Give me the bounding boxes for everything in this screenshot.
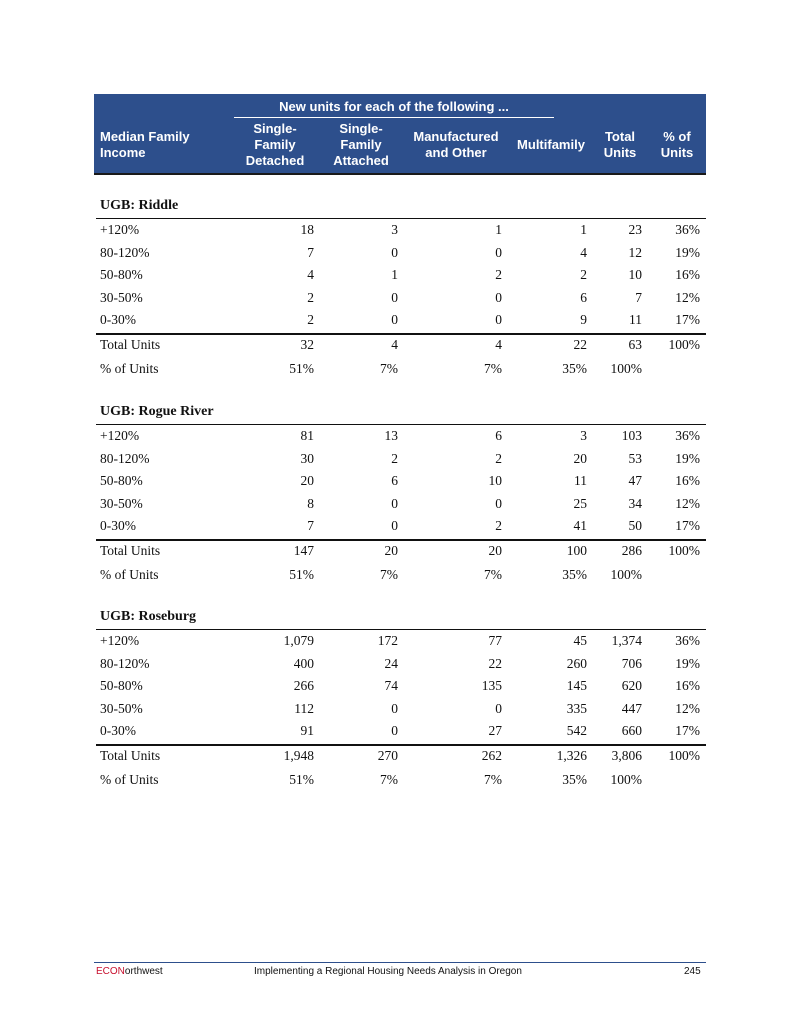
row-label: % of Units — [100, 566, 159, 582]
cell-mf: 3 — [580, 428, 587, 443]
cell-total: 706 — [621, 655, 642, 671]
footer-brand — [96, 966, 163, 977]
cell-sfa: 6 — [391, 473, 398, 489]
cell-mf: 1 — [580, 222, 587, 237]
table-row — [98, 264, 704, 286]
cell-mf: 4 — [580, 244, 587, 260]
cell-mfo: 2 — [495, 267, 502, 283]
cell-mfo: 0 — [495, 495, 502, 511]
total-row — [98, 334, 704, 356]
cell-total: 620 — [621, 678, 642, 694]
table-row — [98, 425, 704, 447]
cell-pct: 16% — [675, 473, 700, 489]
row-label: 30-50% — [100, 289, 143, 305]
cell-pct: 36% — [675, 222, 700, 237]
col-header-sfd: Single- Family Detached — [245, 121, 305, 168]
cell-sfa: 7% — [380, 771, 398, 787]
row-label: Total Units — [100, 748, 161, 763]
cell-mf: 2 — [580, 267, 587, 283]
cell-sfd: 51% — [289, 566, 314, 582]
cell-sfd: 147 — [293, 543, 314, 558]
cell-total: 103 — [621, 428, 642, 443]
section-title: UGB: Rogue River — [100, 404, 214, 419]
cell-mfo: 7% — [484, 360, 502, 376]
table-row — [98, 309, 704, 331]
table-row — [98, 675, 704, 697]
cell-mf: 11 — [574, 473, 587, 489]
row-label: 0-30% — [100, 312, 136, 328]
cell-mfo: 7% — [484, 566, 502, 582]
cell-pct: 19% — [675, 450, 700, 466]
cell-mfo: 6 — [495, 428, 502, 443]
cell-mfo: 2 — [495, 450, 502, 466]
cell-mfo: 1 — [495, 222, 502, 237]
total-row — [98, 745, 704, 767]
cell-total: 7 — [635, 289, 642, 305]
total-row — [98, 540, 704, 562]
cell-sfa: 7% — [380, 360, 398, 376]
cell-pct: 17% — [675, 312, 700, 328]
cell-mf: 260 — [566, 655, 587, 671]
cell-total: 3,806 — [611, 748, 642, 763]
row-label: +120% — [100, 222, 140, 237]
cell-total: 53 — [628, 450, 642, 466]
cell-total: 100% — [610, 360, 642, 376]
cell-mf: 35% — [562, 360, 587, 376]
row-label: % of Units — [100, 771, 159, 787]
table-header — [94, 94, 706, 175]
cell-mfo: 2 — [495, 518, 502, 534]
cell-mfo: 0 — [495, 244, 502, 260]
row-label: 30-50% — [100, 495, 143, 511]
cell-sfa: 24 — [384, 655, 398, 671]
row-label: % of Units — [100, 360, 159, 376]
cell-total: 12 — [628, 244, 642, 260]
cell-mfo: 22 — [488, 655, 502, 671]
footer-title: Implementing a Regional Housing Needs Analysis in Oregon — [254, 966, 522, 977]
cell-total: 447 — [621, 700, 642, 716]
percent-row — [98, 769, 704, 791]
cell-sfa: 13 — [384, 428, 398, 443]
cell-mf: 25 — [573, 495, 587, 511]
cell-mf: 100 — [566, 543, 587, 558]
cell-pct: 36% — [675, 428, 700, 443]
row-label: 80-120% — [100, 244, 150, 260]
cell-sfd: 7 — [307, 518, 314, 534]
cell-sfa: 2 — [391, 450, 398, 466]
footer-rule — [94, 962, 706, 963]
cell-mfo: 0 — [495, 289, 502, 305]
cell-total: 34 — [628, 495, 642, 511]
cell-mf: 9 — [580, 312, 587, 328]
cell-sfd: 20 — [300, 473, 314, 489]
cell-sfd: 2 — [307, 289, 314, 305]
table-row — [98, 630, 704, 652]
cell-sfa: 0 — [391, 495, 398, 511]
table-row — [98, 653, 704, 675]
cell-mfo: 20 — [488, 543, 502, 558]
cell-sfa: 0 — [391, 518, 398, 534]
cell-mfo: 10 — [488, 473, 502, 489]
row-label: Total Units — [100, 543, 161, 558]
row-label: +120% — [100, 633, 140, 648]
cell-total: 10 — [628, 267, 642, 283]
cell-sfd: 1,948 — [283, 748, 314, 763]
cell-total: 286 — [621, 543, 642, 558]
col-header-income: Median Family Income — [100, 129, 190, 160]
cell-sfa: 270 — [377, 748, 398, 763]
cell-mf: 335 — [566, 700, 587, 716]
brand-prefix: ECON — [96, 966, 125, 977]
cell-mfo: 135 — [481, 678, 502, 694]
cell-sfd: 112 — [294, 700, 314, 716]
cell-sfa: 0 — [391, 700, 398, 716]
cell-sfd: 1,079 — [283, 633, 314, 648]
cell-pct: 12% — [675, 289, 700, 305]
cell-mfo: 7% — [484, 771, 502, 787]
cell-pct: 19% — [675, 244, 700, 260]
col-header-mf: Multifamily — [517, 137, 585, 152]
percent-row — [98, 358, 704, 380]
cell-total: 23 — [628, 222, 642, 237]
table-row — [98, 720, 704, 742]
cell-sfd: 30 — [300, 450, 314, 466]
row-label: 0-30% — [100, 518, 136, 534]
row-label: 50-80% — [100, 267, 143, 283]
cell-sfd: 32 — [300, 337, 314, 352]
percent-row — [98, 564, 704, 586]
table-row — [98, 698, 704, 720]
cell-sfd: 266 — [293, 678, 314, 694]
section-title: UGB: Roseburg — [100, 609, 197, 624]
cell-sfa: 4 — [391, 337, 398, 352]
cell-sfd: 81 — [300, 428, 314, 443]
cell-sfa: 0 — [391, 312, 398, 328]
col-header-mfo: Manufactured and Other — [413, 129, 499, 160]
group-header-rule — [234, 117, 554, 118]
cell-mf: 542 — [566, 723, 587, 739]
col-header-pct: % of Units — [660, 129, 694, 160]
cell-sfd: 8 — [307, 495, 314, 511]
cell-sfd: 51% — [289, 360, 314, 376]
cell-sfa: 7% — [380, 566, 398, 582]
cell-sfa: 0 — [391, 244, 398, 260]
cell-mf: 1,326 — [556, 748, 587, 763]
cell-sfd: 91 — [300, 723, 314, 739]
cell-pct: 16% — [675, 678, 700, 694]
cell-total: 1,374 — [611, 633, 642, 648]
cell-sfd: 4 — [307, 267, 314, 283]
row-label: Total Units — [100, 337, 161, 352]
cell-pct: 100% — [668, 748, 700, 763]
cell-sfa: 172 — [377, 633, 398, 648]
table-row — [98, 448, 704, 470]
cell-sfa: 1 — [391, 267, 398, 283]
table-row — [98, 219, 704, 241]
table-row — [98, 242, 704, 264]
cell-pct: 17% — [675, 723, 700, 739]
col-header-total: Total Units — [603, 129, 637, 160]
cell-mf: 6 — [580, 289, 587, 305]
cell-mf: 35% — [562, 566, 587, 582]
cell-pct: 12% — [675, 495, 700, 511]
page-number: 245 — [684, 966, 701, 977]
cell-mf: 145 — [566, 678, 587, 694]
cell-mf: 20 — [573, 450, 587, 466]
cell-sfd: 400 — [293, 655, 314, 671]
row-label: 80-120% — [100, 655, 150, 671]
cell-mf: 35% — [562, 771, 587, 787]
cell-total: 660 — [621, 723, 642, 739]
cell-sfd: 7 — [307, 244, 314, 260]
cell-sfa: 20 — [384, 543, 398, 558]
cell-pct: 100% — [668, 337, 700, 352]
col-header-sfa: Single- Family Attached — [333, 121, 389, 168]
cell-pct: 36% — [675, 633, 700, 648]
row-label: +120% — [100, 428, 140, 443]
row-label: 80-120% — [100, 450, 150, 466]
cell-mfo: 27 — [488, 723, 502, 739]
cell-pct: 19% — [675, 655, 700, 671]
cell-pct: 17% — [675, 518, 700, 534]
row-label: 0-30% — [100, 723, 136, 739]
table-row — [98, 515, 704, 537]
cell-mf: 45 — [573, 633, 587, 648]
group-header: New units for each of the following ... — [279, 99, 509, 114]
cell-mfo: 4 — [495, 337, 502, 352]
table-row — [98, 470, 704, 492]
cell-mfo: 77 — [488, 633, 502, 648]
table-row — [98, 493, 704, 515]
cell-pct: 12% — [675, 700, 700, 716]
cell-sfd: 18 — [300, 222, 314, 237]
cell-total: 11 — [629, 312, 642, 328]
cell-pct: 100% — [668, 543, 700, 558]
row-label: 30-50% — [100, 700, 143, 716]
cell-sfa: 0 — [391, 289, 398, 305]
cell-pct: 16% — [675, 267, 700, 283]
brand-suffix: orthwest — [124, 966, 163, 977]
cell-sfd: 2 — [307, 312, 314, 328]
cell-total: 47 — [628, 473, 642, 489]
table-row — [98, 287, 704, 309]
cell-sfd: 51% — [289, 771, 314, 787]
cell-mfo: 262 — [481, 748, 502, 763]
cell-mfo: 0 — [495, 312, 502, 328]
cell-total: 63 — [628, 337, 642, 352]
cell-total: 100% — [610, 566, 642, 582]
cell-sfa: 74 — [384, 678, 398, 694]
cell-total: 100% — [610, 771, 642, 787]
cell-total: 50 — [628, 518, 642, 534]
cell-sfa: 3 — [391, 222, 398, 237]
cell-mf: 22 — [573, 337, 587, 352]
row-label: 50-80% — [100, 678, 143, 694]
row-label: 50-80% — [100, 473, 143, 489]
cell-mf: 41 — [573, 518, 587, 534]
cell-mfo: 0 — [495, 700, 502, 716]
section-title: UGB: Riddle — [100, 198, 179, 213]
cell-sfa: 0 — [391, 723, 398, 739]
